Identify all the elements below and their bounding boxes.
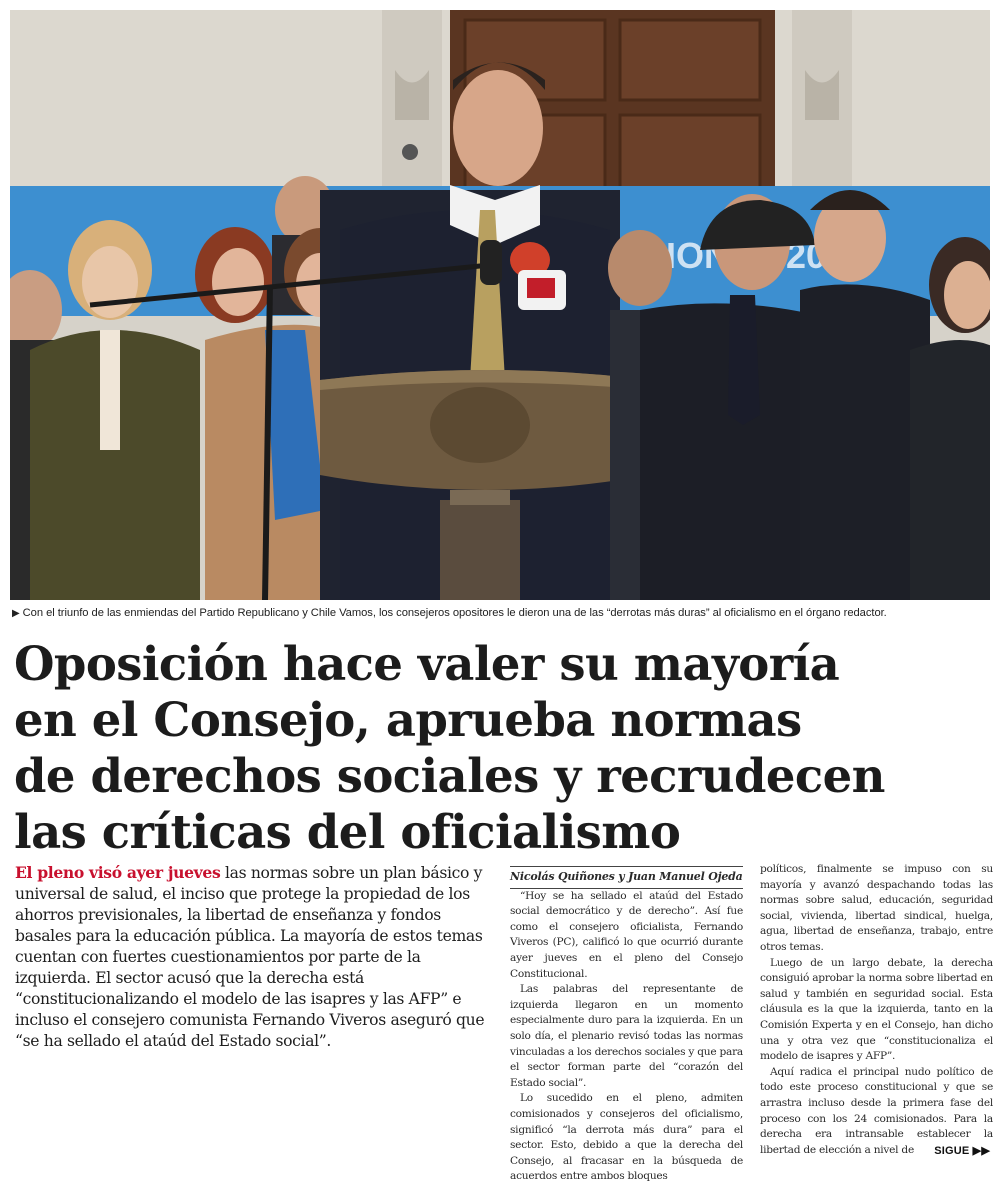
headline-line-1: Oposición hace valer su mayoría [14,636,840,691]
paragraph: Luego de un largo debate, la derecha consiguió aprobar la norma sobre libertad en salud y también en seguridad social. Esta cláusula es la que la izquierda, tanto en la Comisión Experta y en el Consejo, han dicho una y otra vez que “constitucionaliza el modelo de isapres y AFP”. [760,956,993,1063]
paragraph: políticos, finalmente se impuso con su mayoría y avanzó despachando todas las normas sobre salud, educación, seguridad social, vivienda, libertad sindical, huelga, agua, libertad de enseñanza, trabajo, entre otros temas. [760,863,993,953]
byline: Nicolás Quiñones y Juan Manuel Ojeda [510,866,743,889]
article-column-1 [510,866,743,1185]
photo-caption [12,607,992,619]
continue-link[interactable]: SIGUE ▶▶ [934,1145,990,1157]
article-lead [15,862,493,1052]
paragraph: “Hoy se ha sellado el ataúd del Estado social democrático y de derecho”. Así fue como el consejero oficialista, Fernando Viveros (PC), calificó lo que ocurrió durante ayer jueves en el pleno del Consejo Constitucional. [510,889,743,980]
paragraph: Lo sucedido en el pleno, admiten comisionados y consejeros del oficialismo, significó “la derrota más dura” para el sector. Esto, debido a que la derecha del Consejo, al fracasar en la búsqueda de acuerdos entre ambos bloques [510,1092,743,1183]
caption-marker-icon: ▶ [12,608,20,619]
lead-text: las normas sobre un plan básico y universal de salud, el inciso que protege la propiedad de los ahorros previsionales, la libertad de enseñanza y fondos basales para la educación pública. La mayoría de estos temas cuentan con fuertes cuestionamientos por parte de la izquierda. El sector acusó que la derecha está “constitucionalizando el modelo de las isapres y las AFP” e incluso el consejero comunista Fernando Viveros aseguró que “se ha sellado el ataúd del Estado social”. [15,864,485,1050]
lead-highlight: El pleno visó ayer jueves [15,863,221,882]
paragraph: Aquí radica el principal nudo político de todo este proceso constitucional y que se arrastra incluso desde la primera fase del proceso con los 24 comisionados. Para la derecha era intransable establecer la libertad de elección a nivel de [760,1065,993,1156]
article-headline [14,636,989,860]
article-column-2 [760,862,993,1158]
press-conference-photo [10,10,990,600]
headline-line-4: las críticas del oficialismo [14,804,681,859]
paragraph: Las palabras del representante de izquierda llegaron en un momento especialmente duro para la izquierda. En un solo día, el plenario revisó todas las normas vinculadas a los derechos sociales y que para el sector forman parte del “corazón del Estado social”. [510,983,743,1089]
caption-text: Con el triunfo de las enmiendas del Partido Republicano y Chile Vamos, los consejeros opositores le dieron una de las “derrotas más duras” al oficialismo en el órgano redactor. [22,607,887,619]
headline-line-3: de derechos sociales y recrudecen [14,748,885,803]
headline-line-2: en el Consejo, aprueba normas [14,692,802,747]
